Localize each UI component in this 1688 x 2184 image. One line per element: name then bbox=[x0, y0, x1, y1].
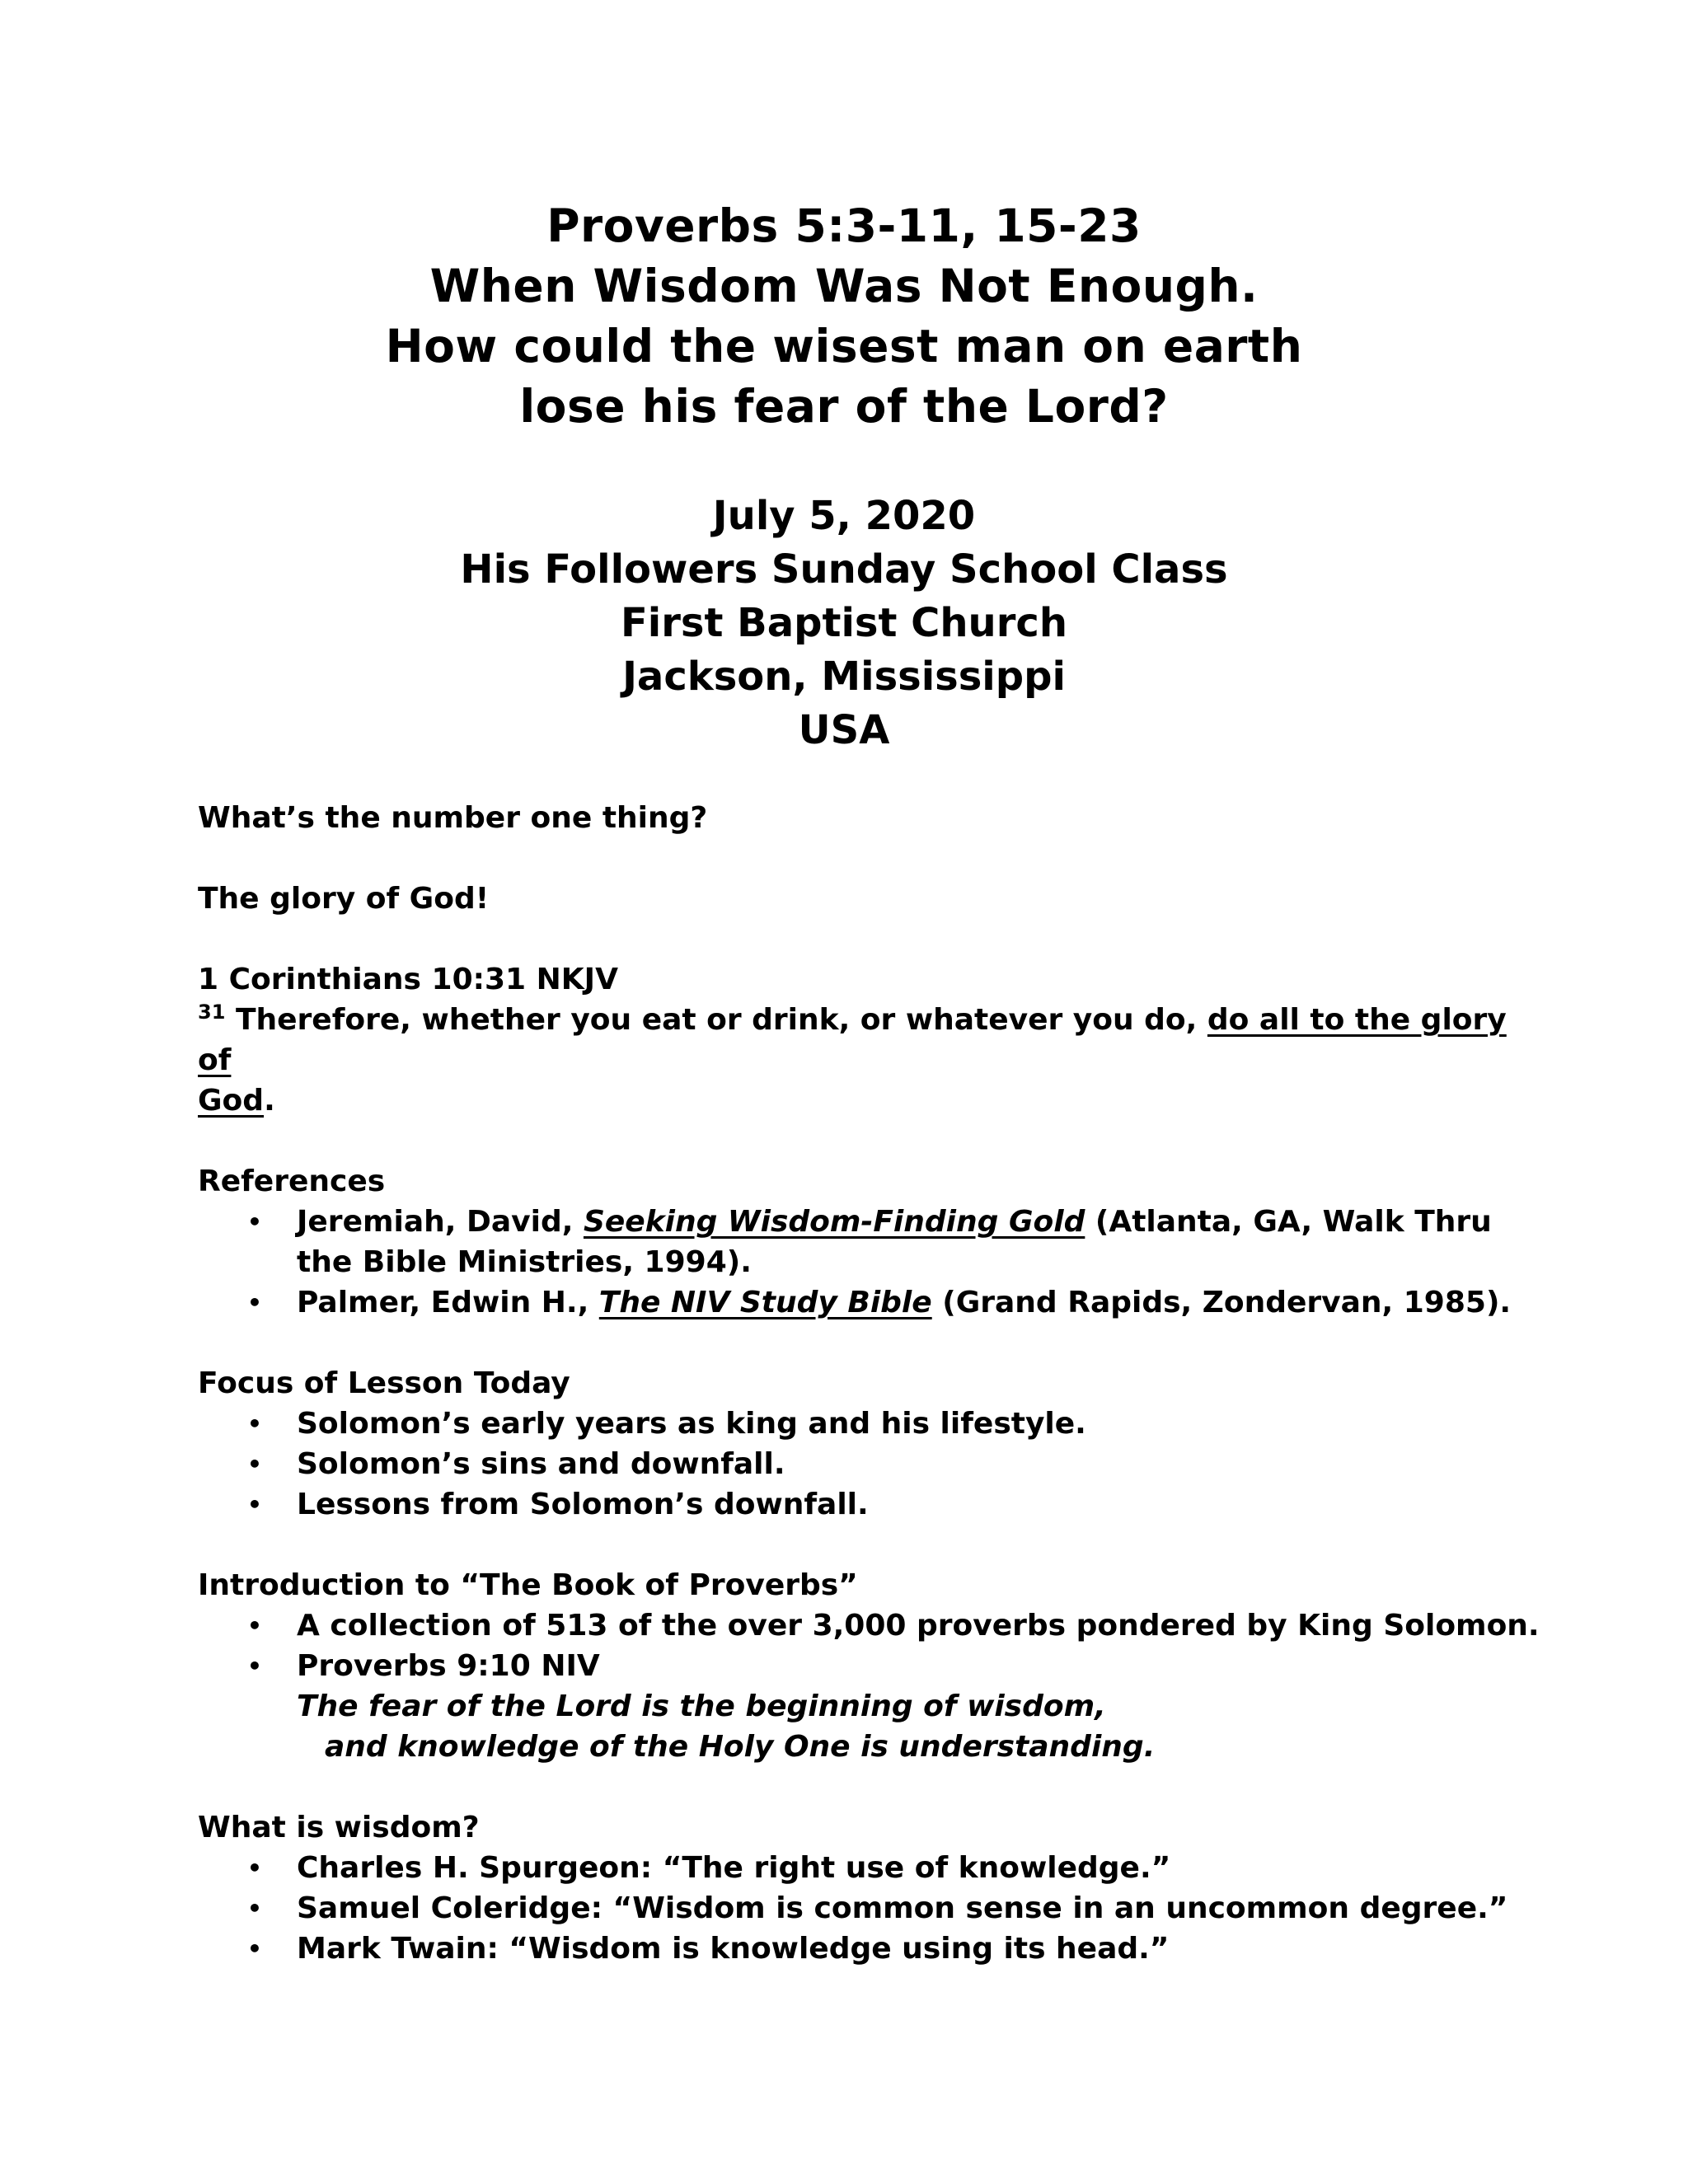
wisdom-quote-text: Charles H. Spurgeon: “The right use of knowledge.” bbox=[297, 1851, 1171, 1885]
bullet-icon: • bbox=[247, 1935, 262, 1962]
references-heading: References bbox=[198, 1165, 386, 1198]
scripture-underlined-phrase: do all to the glory of bbox=[198, 1003, 1507, 1077]
title-line-2: When Wisdom Was Not Enough. bbox=[429, 260, 1259, 312]
spacer bbox=[198, 838, 1550, 879]
spacer bbox=[198, 919, 1550, 959]
scripture-text bbox=[198, 1000, 1550, 1121]
reference-author: Palmer, Edwin H., bbox=[297, 1286, 599, 1319]
church-name: First Baptist Church bbox=[621, 600, 1067, 646]
spacer bbox=[198, 1323, 1550, 1363]
list-item bbox=[198, 1484, 1550, 1525]
lesson-body bbox=[198, 798, 1550, 1969]
list-item bbox=[198, 1605, 1550, 1646]
list-item bbox=[198, 1848, 1550, 1888]
title-line-3: How could the wisest man on earth bbox=[385, 320, 1303, 373]
introduction-item-text: A collection of 513 of the over 3,000 proverbs pondered by King Solomon. bbox=[297, 1609, 1540, 1643]
focus-item-text: Lessons from Solomon’s downfall. bbox=[297, 1488, 869, 1521]
scripture-underlined-word: God bbox=[198, 1084, 265, 1118]
wisdom-quote-text: Samuel Coleridge: “Wisdom is common sense in an uncommon degree.” bbox=[297, 1891, 1508, 1925]
city: Jackson, Mississippi bbox=[622, 654, 1066, 700]
reference-title: The NIV Study Bible bbox=[598, 1286, 932, 1319]
reference-details: (Atlanta, GA, Walk Thru bbox=[1085, 1205, 1492, 1239]
proverbs-reference: Proverbs 9:10 NIV bbox=[297, 1649, 600, 1683]
proverbs-quote-line-1: The fear of the Lord is the beginning of wisdom, bbox=[297, 1690, 1106, 1723]
reference-details: (Grand Rapids, Zondervan, 1985). bbox=[931, 1286, 1512, 1319]
opening-answer: The glory of God! bbox=[198, 882, 490, 916]
reference-item bbox=[198, 1202, 1550, 1282]
focus-list bbox=[198, 1404, 1550, 1525]
focus-item-text: Solomon’s sins and downfall. bbox=[297, 1447, 785, 1481]
verse-number: 31 bbox=[198, 1001, 226, 1024]
spacer bbox=[198, 1121, 1550, 1161]
reference-item bbox=[198, 1282, 1550, 1323]
references-list bbox=[198, 1202, 1550, 1323]
list-item bbox=[198, 1404, 1550, 1444]
bullet-icon: • bbox=[247, 1612, 262, 1639]
bullet-icon: • bbox=[247, 1652, 262, 1680]
bullet-icon: • bbox=[247, 1410, 262, 1437]
title-line-4: lose his fear of the Lord? bbox=[519, 380, 1169, 433]
opening-question: What’s the number one thing? bbox=[198, 801, 708, 835]
title-line-1: Proverbs 5:3-11, 15-23 bbox=[546, 199, 1142, 252]
wisdom-quotes-list bbox=[198, 1848, 1550, 1969]
wisdom-heading: What is wisdom? bbox=[198, 1811, 480, 1844]
list-item bbox=[198, 1929, 1550, 1969]
scripture-text-start: Therefore, whether you eat or drink, or whatever you do, bbox=[225, 1003, 1207, 1037]
list-item bbox=[198, 1444, 1550, 1484]
list-item bbox=[198, 1646, 1550, 1686]
bullet-icon: • bbox=[247, 1451, 262, 1478]
spacer bbox=[198, 1767, 1550, 1807]
spacer bbox=[198, 1525, 1550, 1565]
bullet-icon: • bbox=[247, 1491, 262, 1518]
lesson-info-block bbox=[0, 490, 1688, 757]
introduction-heading: Introduction to “The Book of Proverbs” bbox=[198, 1568, 858, 1602]
wisdom-quote-text: Mark Twain: “Wisdom is knowledge using its head.” bbox=[297, 1932, 1170, 1966]
class-name: His Followers Sunday School Class bbox=[460, 546, 1228, 593]
reference-title: Seeking Wisdom-Finding Gold bbox=[583, 1205, 1085, 1239]
reference-details-continued: the Bible Ministries, 1994). bbox=[297, 1245, 752, 1279]
bullet-icon: • bbox=[247, 1289, 262, 1316]
list-item bbox=[198, 1888, 1550, 1929]
bullet-icon: • bbox=[247, 1854, 262, 1882]
bullet-icon: • bbox=[247, 1208, 262, 1235]
focus-item-text: Solomon’s early years as king and his lifestyle. bbox=[297, 1407, 1086, 1441]
introduction-list bbox=[198, 1605, 1550, 1686]
scripture-reference: 1 Corinthians 10:31 NKJV bbox=[198, 963, 618, 996]
focus-heading: Focus of Lesson Today bbox=[198, 1366, 570, 1400]
lesson-date: July 5, 2020 bbox=[712, 493, 976, 539]
reference-author: Jeremiah, David, bbox=[297, 1205, 584, 1239]
scripture-text-end: . bbox=[264, 1084, 275, 1118]
country: USA bbox=[798, 707, 890, 753]
bullet-icon: • bbox=[247, 1895, 262, 1922]
title-block bbox=[0, 196, 1688, 437]
proverbs-quote-line-2: and knowledge of the Holy One is understanding. bbox=[325, 1730, 1156, 1764]
